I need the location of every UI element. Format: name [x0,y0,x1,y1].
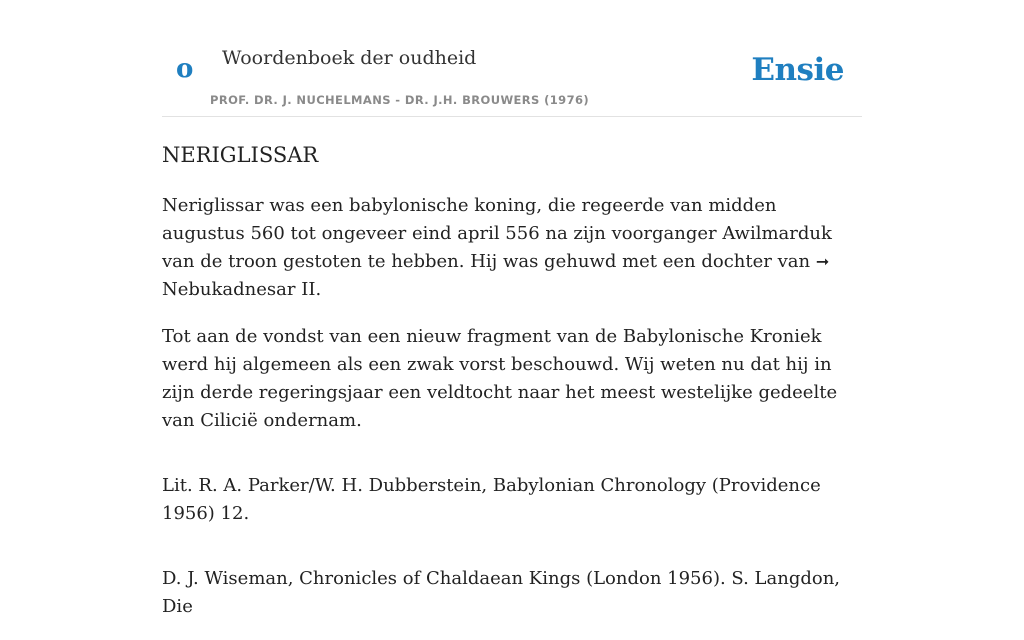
literature-line-2: D. J. Wiseman, Chronicles of Chaldaean Kings (London 1956). S. Langdon, Die [162,568,841,617]
page-container [162,0,862,617]
paragraph-1-text: Neriglissar was een babylonische koning, die regeerde van midden augustus 560 tot ongeveer eind april 556 na zijn voorganger Awilmarduk van de troon gestoten te hebben. Hij was gehuwd met een dochter van [162,195,832,272]
paragraph-2: Tot aan de vondst van een nieuw fragment van de Babylonische Kroniek werd hij algemeen als een zwak vorst beschouwd. Wij weten nu dat hij in zijn derde regeringsjaar een veldtocht naar het meest westelijke gedeelte van Cilicië ondernam. [162,326,838,431]
brand-logo[interactable]: Ensie [751,52,844,88]
index-letter[interactable]: o [176,54,194,84]
header [162,0,862,117]
entry-title: NERIGLISSAR [162,143,319,167]
literature-line-1: Lit. R. A. Parker/W. H. Dubberstein, Babylonian Chronology (Providence 1956) 12. [162,475,821,524]
cross-reference-arrow-icon: ➞ [815,252,830,271]
book-title[interactable]: Woordenboek der oudheid [222,47,477,69]
paragraph-1-end: . [315,279,322,300]
book-authors: PROF. DR. J. NUCHELMANS - DR. J.H. BROUWERS (1976) [210,93,590,107]
link-nebukadnesar-ii[interactable]: Nebukadnesar II [162,279,316,300]
entry-body [162,192,862,640]
paragraph-1 [162,192,862,304]
